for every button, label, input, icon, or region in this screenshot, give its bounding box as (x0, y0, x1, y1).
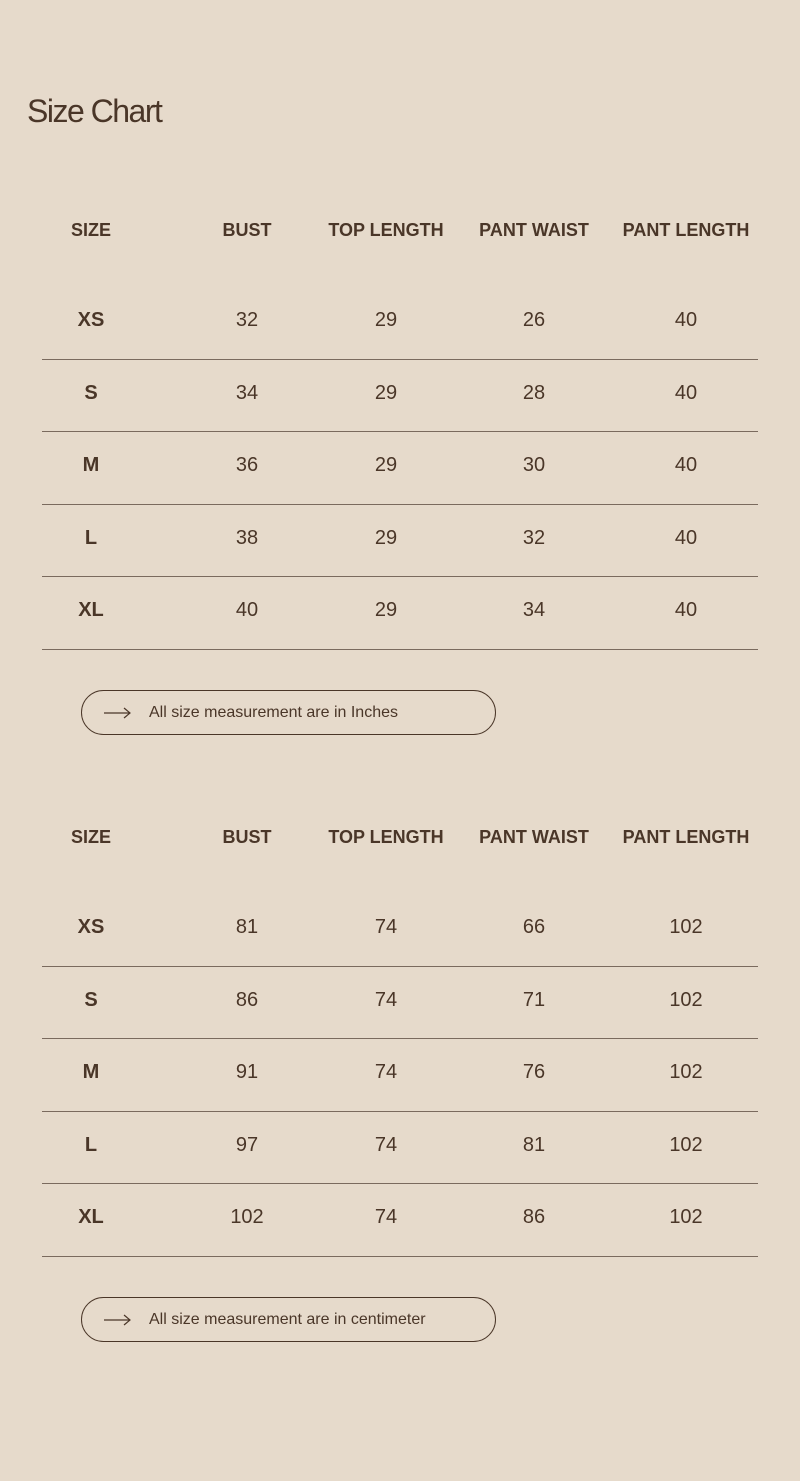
bust-cell: 40 (235, 599, 259, 621)
pant-length-cell: 40 (674, 309, 698, 331)
row-divider (42, 649, 758, 650)
pant-length-cell: 40 (674, 526, 698, 549)
pant-waist-cell: 71 (522, 988, 546, 1011)
header-top-length: TOP LENGTH (328, 827, 444, 847)
size-cell: XS (77, 916, 105, 938)
table-row (0, 1039, 800, 1112)
bust-cell: 91 (235, 1061, 259, 1083)
table-row (0, 1184, 800, 1257)
size-cell: XL (78, 599, 104, 621)
arrow-right-icon (104, 1313, 132, 1327)
header-top-length: TOP LENGTH (328, 220, 444, 240)
header-size: SIZE (70, 827, 112, 847)
pant-length-cell: 102 (669, 988, 703, 1011)
unit-note-text: All size measurement are in centimeter (149, 1311, 426, 1328)
top-length-cell: 74 (374, 916, 398, 938)
top-length-cell: 74 (374, 988, 398, 1011)
size-table-centimeter (0, 827, 800, 1257)
pant-length-cell: 102 (669, 916, 703, 938)
top-length-cell: 29 (374, 309, 398, 331)
pant-waist-cell: 28 (522, 381, 546, 404)
size-cell: S (84, 381, 98, 404)
pant-length-cell: 40 (674, 599, 698, 621)
header-pant-waist: PANT WAIST (479, 220, 589, 240)
table-row (0, 287, 800, 360)
pant-waist-cell: 34 (522, 599, 546, 621)
bust-cell: 81 (235, 916, 259, 938)
table-row (0, 967, 800, 1040)
size-cell: S (84, 988, 98, 1011)
table-header (0, 827, 800, 847)
pant-length-cell: 102 (669, 1206, 703, 1228)
table-row (0, 1112, 800, 1185)
size-cell: L (84, 526, 98, 549)
top-length-cell: 74 (374, 1061, 398, 1083)
row-divider (42, 1256, 758, 1257)
top-length-cell: 29 (374, 381, 398, 404)
table-row (0, 894, 800, 967)
size-cell: XS (77, 309, 105, 331)
header-bust: BUST (222, 220, 272, 240)
unit-note-inches (81, 690, 496, 735)
bust-cell: 102 (230, 1206, 264, 1228)
size-cell: XL (78, 1206, 104, 1228)
size-table-inches (0, 220, 800, 650)
table-row (0, 432, 800, 505)
pant-length-cell: 102 (669, 1061, 703, 1083)
top-length-cell: 74 (374, 1133, 398, 1156)
pant-length-cell: 102 (669, 1133, 703, 1156)
header-pant-length: PANT LENGTH (622, 827, 750, 847)
top-length-cell: 74 (374, 1206, 398, 1228)
size-cell: M (82, 454, 100, 476)
table-row (0, 505, 800, 578)
table-row (0, 360, 800, 433)
header-pant-length: PANT LENGTH (622, 220, 750, 240)
bust-cell: 86 (235, 988, 259, 1011)
header-size: SIZE (70, 220, 112, 240)
top-length-cell: 29 (374, 599, 398, 621)
pant-length-cell: 40 (674, 381, 698, 404)
top-length-cell: 29 (374, 526, 398, 549)
pant-length-cell: 40 (674, 454, 698, 476)
pant-waist-cell: 76 (522, 1061, 546, 1083)
pant-waist-cell: 81 (522, 1133, 546, 1156)
table-row (0, 577, 800, 650)
header-pant-waist: PANT WAIST (479, 827, 589, 847)
pant-waist-cell: 66 (522, 916, 546, 938)
unit-note-centimeter (81, 1297, 496, 1342)
bust-cell: 34 (235, 381, 259, 404)
page-title: Size Chart (27, 93, 162, 129)
pant-waist-cell: 30 (522, 454, 546, 476)
size-cell: M (82, 1061, 100, 1083)
unit-note-text: All size measurement are in Inches (149, 704, 398, 721)
bust-cell: 36 (235, 454, 259, 476)
size-cell: L (84, 1133, 98, 1156)
pant-waist-cell: 86 (522, 1206, 546, 1228)
table-header (0, 220, 800, 240)
bust-cell: 32 (235, 309, 259, 331)
pant-waist-cell: 26 (522, 309, 546, 331)
arrow-right-icon (104, 706, 132, 720)
bust-cell: 97 (235, 1133, 259, 1156)
header-bust: BUST (222, 827, 272, 847)
top-length-cell: 29 (374, 454, 398, 476)
pant-waist-cell: 32 (522, 526, 546, 549)
bust-cell: 38 (235, 526, 259, 549)
